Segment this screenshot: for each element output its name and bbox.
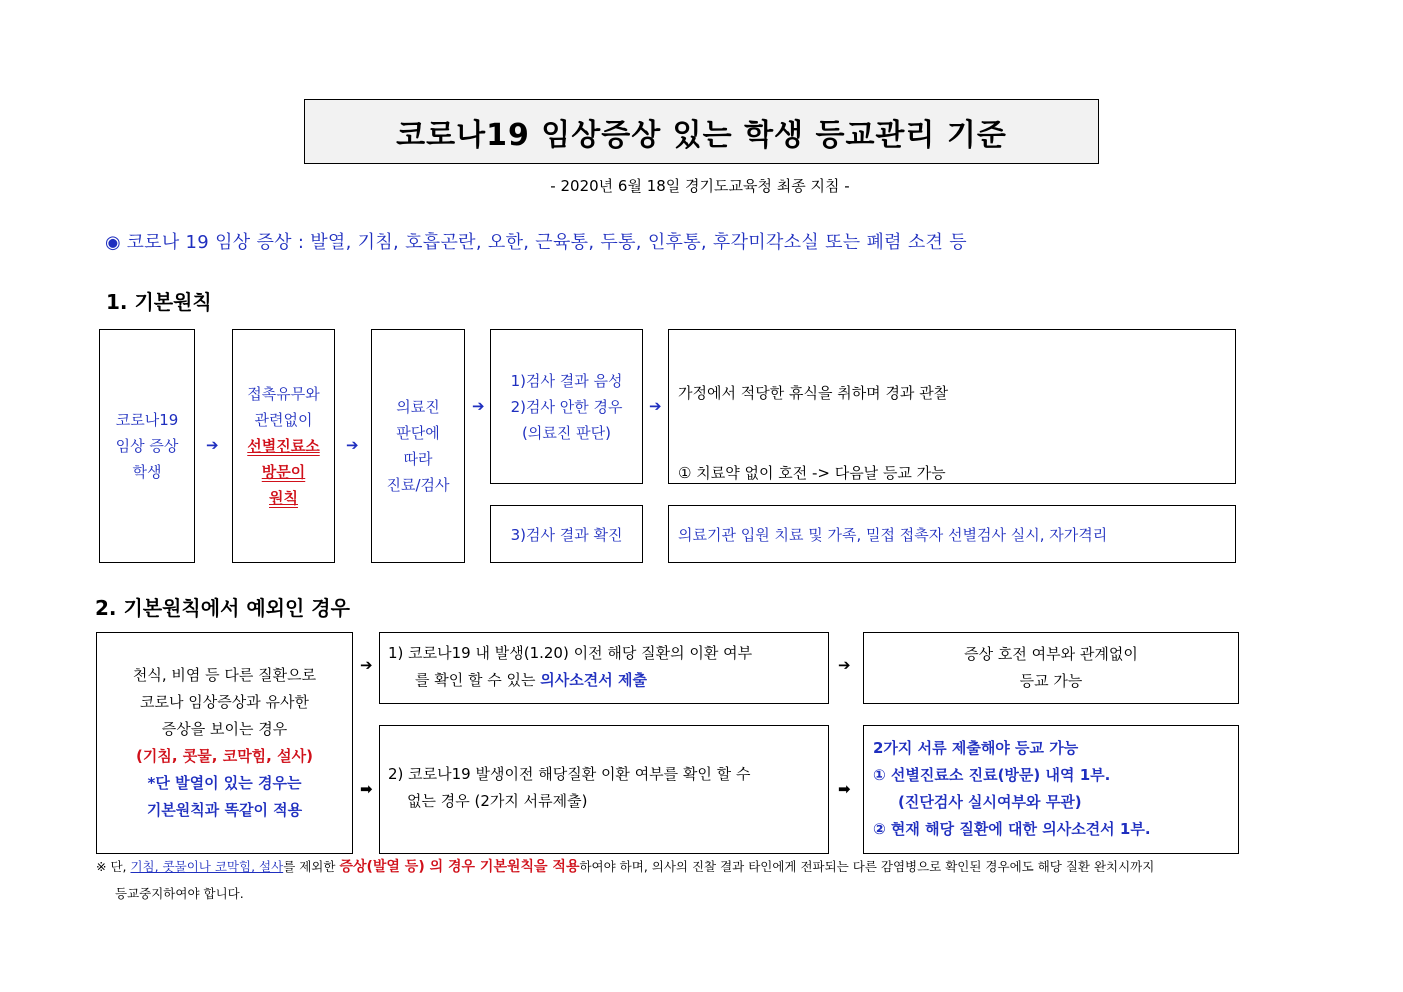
footnote-line2: 등교중지하여야 합니다. <box>115 886 244 901</box>
home-rest-box: 가정에서 적당한 휴식을 취하며 경과 관찰 ① 치료약 없이 호전 -> 다음날 등교 가능 <box>668 329 1236 484</box>
doctor-box: 의료진 판단에 따라 진료/검사 <box>371 329 465 563</box>
negative-result-box: 1)검사 결과 음성 2)검사 안한 경우 (의료진 판단) <box>490 329 643 484</box>
heavy-arrow-right-icon: ➡ <box>838 780 851 798</box>
arrow-right-icon: ➔ <box>360 656 373 674</box>
confirmed-action-box: 의료기관 입원 치료 및 가족, 밀접 접촉자 선별검사 실시, 자가격리 <box>668 505 1236 563</box>
case1-box: 1) 코로나19 내 발생(1.20) 이전 해당 질환의 이환 여부 를 확인 할 수 있는 의사소견서 제출 <box>379 632 829 704</box>
arrow-right-icon: ➔ <box>346 436 359 454</box>
condition-box: 천식, 비염 등 다른 질환으로 코로나 임상증상과 유사한 증상을 보이는 경우 (기침, 콧물, 코막힘, 설사) *단 발열이 있는 경우는 기본원칙과 똑같이 적용 <box>96 632 353 854</box>
section1-heading: 1. 기본원칙 <box>106 290 212 314</box>
title-box <box>304 99 1099 164</box>
page-title: 코로나19 임상증상 있는 학생 등교관리 기준 <box>396 117 1007 153</box>
footnote-mark: ※ <box>96 859 107 874</box>
student-box: 코로나19 임상 증상 학생 <box>99 329 195 563</box>
case1-result-box: 증상 호전 여부와 관계없이 등교 가능 <box>863 632 1239 704</box>
arrow-right-icon: ➔ <box>838 656 851 674</box>
arrow-right-icon: ➔ <box>649 397 662 415</box>
arrow-right-icon: ➔ <box>472 397 485 415</box>
case2-result-box: 2가지 서류 제출해야 등교 가능 ① 선별진료소 진료(방문) 내역 1부. (진단검사 실시여부와 무관) ② 현재 해당 질환에 대한 의사소견서 1부. <box>863 725 1239 854</box>
heavy-arrow-right-icon: ➡ <box>360 780 373 798</box>
case2-box: 2) 코로나19 발생이전 해당질환 이환 여부를 확인 할 수 없는 경우 (2가지 서류제출) <box>379 725 829 854</box>
visit-box: 접촉유무와 관련없이 선별진료소 방문이 원칙 <box>232 329 335 563</box>
section2-heading: 2. 기본원칙에서 예외인 경우 <box>95 596 350 620</box>
bullet-icon: ◉ <box>105 232 121 253</box>
arrow-right-icon: ➔ <box>206 436 219 454</box>
confirmed-box: 3)검사 결과 확진 <box>490 505 643 563</box>
symptoms-text: 코로나 19 임상 증상 : 발열, 기침, 호흡곤란, 오한, 근육통, 두통, 인후통, 후각미각소실 또는 폐렴 소견 등 <box>126 232 967 253</box>
symptoms-line <box>105 228 967 254</box>
footnote: ※ 단, 기침, 콧물이나 코막힘, 설사를 제외한 증상(발열 등) 의 경우 기본원칙을 적용하여야 하며, 의사의 진찰 결과 타인에게 전파되는 다른 감염병으로 확인된 경우에도 해당 질환 완치시까지 <box>96 859 1155 875</box>
page-subtitle: - 2020년 6월 18일 경기도교육청 최종 지침 - <box>550 177 850 195</box>
